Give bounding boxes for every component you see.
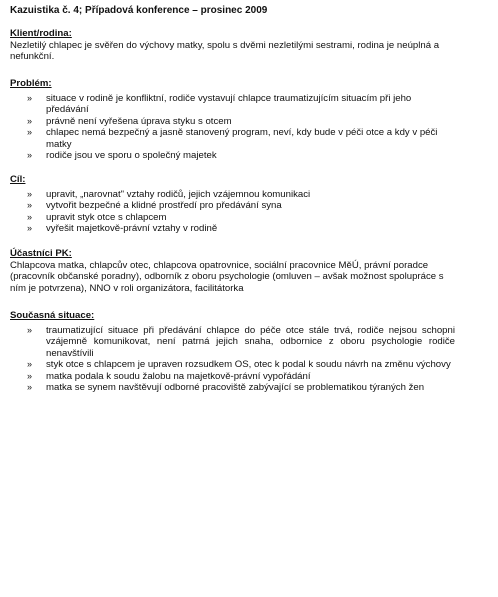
list-item: » upravit, „narovnat" vztahy rodičů, jejich vzájemnou komunikaci	[10, 189, 455, 201]
list-item: » matka podala k soudu žalobu na majetkově-právní vypořádání	[10, 371, 455, 383]
list-item: » situace v rodině je konfliktní, rodiče vystavují chlapce traumatizujícím situacím při jeho předávání	[10, 93, 455, 116]
list-item: » právně není vyřešena úprava styku s otcem	[10, 116, 455, 128]
client-text: Nezletilý chlapec je svěřen do výchovy matky, spolu s dvěmi nezletilými sestrami, rodina je neúplná a nefunkční.	[10, 39, 440, 62]
current-situation-list	[10, 325, 455, 394]
goal-list	[10, 189, 455, 235]
client-heading: Klient/rodina:	[10, 28, 72, 39]
list-item: » styk otce s chlapcem je upraven rozsudkem OS, otec k podal k soudu návrh na změnu výchovy	[10, 359, 455, 371]
current-situation-section	[10, 310, 455, 394]
goal-heading: Cíl:	[10, 174, 26, 185]
problem-list	[10, 93, 455, 162]
current-situation-heading: Současná situace:	[10, 310, 95, 321]
participants-section	[10, 248, 455, 294]
list-item: » vytvořit bezpečné a klidné prostředí pro předávání syna	[10, 200, 455, 212]
client-section	[10, 28, 455, 63]
problem-section	[10, 78, 455, 162]
list-item: » upravit styk otce s chlapcem	[10, 212, 455, 224]
list-item: » rodiče jsou ve sporu o společný majetek	[10, 150, 455, 162]
list-item: » traumatizující situace při předávání chlapce do péče otce stále trvá, rodiče nejsou schopni vzájemně komunikovat, není patrná jejich snaha, odbornice z oboru psychologie rodiče nenavštívili	[10, 325, 455, 360]
problem-heading: Problém:	[10, 78, 52, 89]
list-item: » chlapec nemá bezpečný a jasně stanovený program, neví, kdy bude v péči otce a kdy v péči matky	[10, 127, 455, 150]
participants-heading: Účastníci PK:	[10, 248, 72, 259]
list-item: » matka se synem navštěvují odborné pracoviště zabývající se problematikou týraných žen	[10, 382, 455, 394]
document-title: Kazuistika č. 4; Případová konference – prosinec 2009	[10, 5, 268, 16]
participants-text: Chlapcova matka, chlapcův otec, chlapcova opatrovnice, sociální pracovnice MěÚ, právní poradce (pracovník občanské poradny), odborník z oboru psychologie (omluven – avšak možnost spolupráce s ním je potvrzena), NNO v roli organizátora, facilitátorka	[10, 259, 444, 294]
list-item: » vyřešit majetkově-právní vztahy v rodině	[10, 223, 455, 235]
goal-section	[10, 174, 455, 235]
